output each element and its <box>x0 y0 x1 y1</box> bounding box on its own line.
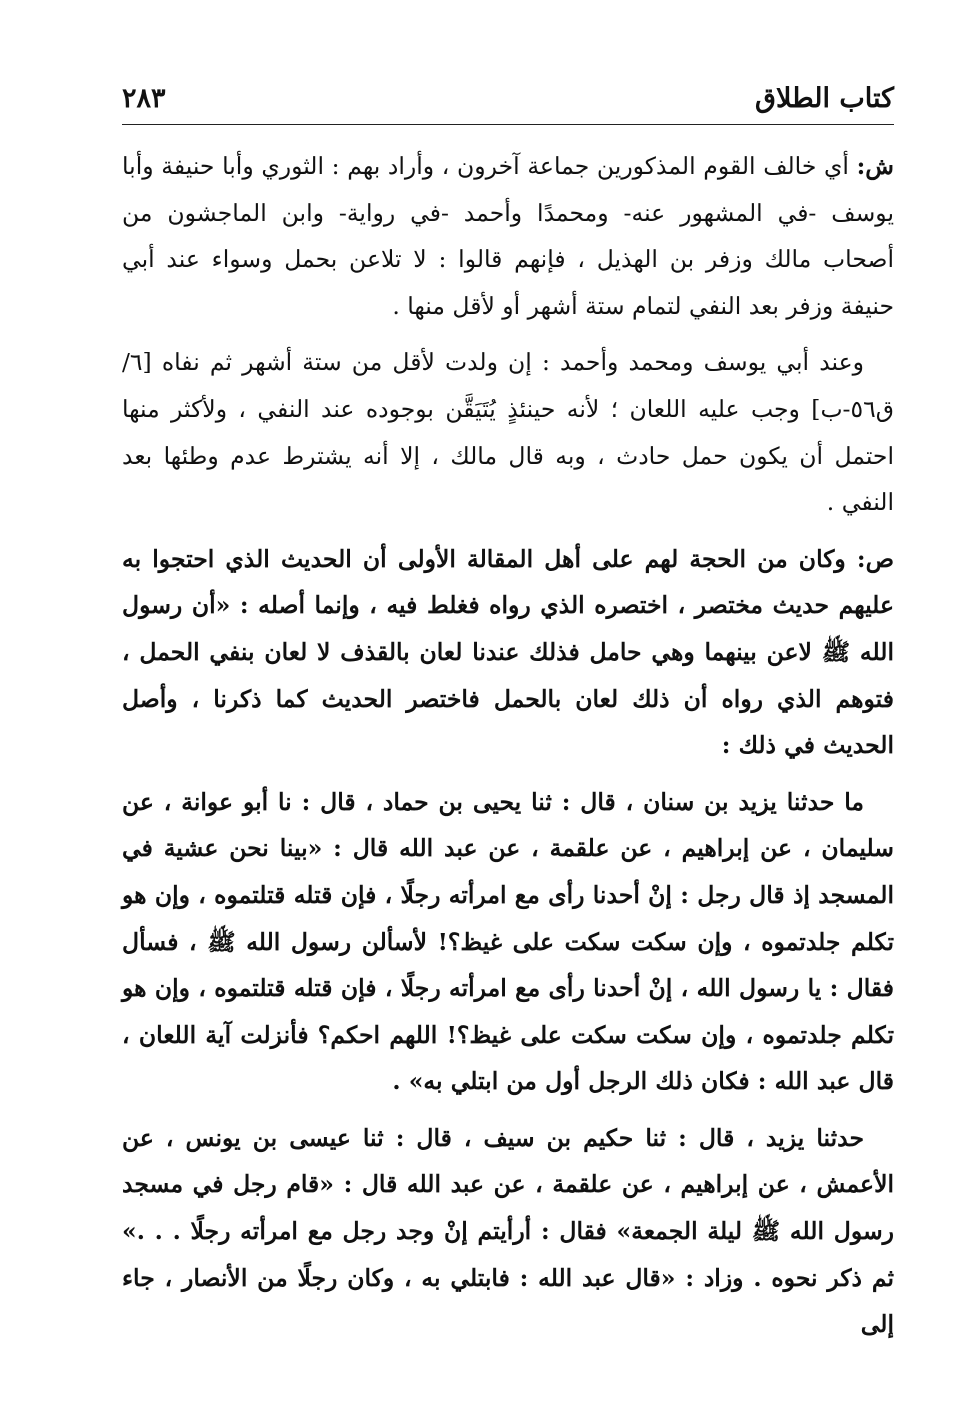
page-header <box>122 62 894 114</box>
commentary-paragraph <box>122 143 894 329</box>
commentary-marker: ش: <box>856 152 894 180</box>
paragraph-text: وكان من الحجة لهم على أهل المقالة الأولى أن الحديث الذي احتجوا به عليهم حديث مختصر ، اختصره الذي رواه فغلط فيه ، وإنما أصله : «أن رسول الله ﷺ لاعن بينهما وهي حامل فذلك عندنا لعان بالقذف لا لعان بنفي الحمل ، فتوهم الذي رواه أن ذلك لعان بالحمل فاختصر الحديث كما ذكرنا ، وأصل الحديث في ذلك : <box>122 544 894 760</box>
header-rule <box>122 124 894 125</box>
paragraph-text: وعند أبي يوسف ومحمد وأحمد : إن ولدت لأقل من ستة أشهر ثم نفاه [٦/ ق٥٦-ب] وجب عليه اللعان ؛ لأنه حينئذٍ يُتَيَقَّن بوجوده عند النفي ، ولأكثر منها احتمل أن يكون حمل حادث ، وبه قال مالك ، إلا أنه يشترط عدم وطئها بعد النفي . <box>122 348 894 517</box>
page-body <box>122 143 894 1348</box>
page-number: ٢٨٣ <box>122 83 166 114</box>
text-paragraph <box>122 1115 894 1348</box>
book-title: كتاب الطلاق <box>755 83 894 114</box>
paragraph-text: ما حدثنا يزيد بن سنان ، قال : ثنا يحيى بن حماد ، قال : نا أبو عوانة ، عن سليمان ، عن إبراهيم ، عن علقمة ، عن عبد الله قال : «بينا نحن عشية في المسجد إذ قال رجل : إنْ أحدنا رأى مع امرأته رجلًا ، فإن قتله قتلتموه ، وإن هو تكلم جلدتموه ، وإن سكت سكت على غيظ؟! لأسألن رسول الله ﷺ ، فسأل فقال : يا رسول الله ، إنْ أحدنا رأى مع امرأته رجلًا ، فإن قتله قتلتموه ، وإن هو تكلم جلدتموه ، وإن سكت سكت على غيظ؟! اللهم احكم؟ فأنزلت آية اللعان ، قال عبد الله : فكان ذلك الرجل أول من ابتلي به» . <box>122 787 894 1096</box>
text-paragraph <box>122 779 894 1105</box>
text-marker: ص: <box>856 544 894 573</box>
paragraph-text: حدثنا يزيد ، قال : ثنا حكيم بن سيف ، قال : ثنا عيسى بن يونس ، عن الأعمش ، عن إبراهيم ، عن علقمة ، عن عبد الله قال : «قام رجل في مسجد رسول الله ﷺ ليلة الجمعة» فقال : أرأيتم إنْ وجد رجل مع امرأته رجلًا . . .» ثم ذكر نحوه . وزاد : «قال عبد الله : فابتلي به ، وكان رجلًا من الأنصار ، جاء إلى <box>122 1123 894 1339</box>
commentary-paragraph <box>122 339 894 525</box>
text-paragraph <box>122 536 894 769</box>
paragraph-text: أي خالف القوم المذكورين جماعة آخرون ، وأراد بهم : الثوري وأبا حنيفة وأبا يوسف -في المشهور عنه- ومحمدًا وأحمد -في رواية- وابن الماجشون من أصحاب مالك وزفر بن الهذيل ، فإنهم قالوا : لا تلاعن بحمل وسواء عند أبي حنيفة وزفر بعد النفي لتمام ستة أشهر أو لأقل منها . <box>122 152 894 320</box>
